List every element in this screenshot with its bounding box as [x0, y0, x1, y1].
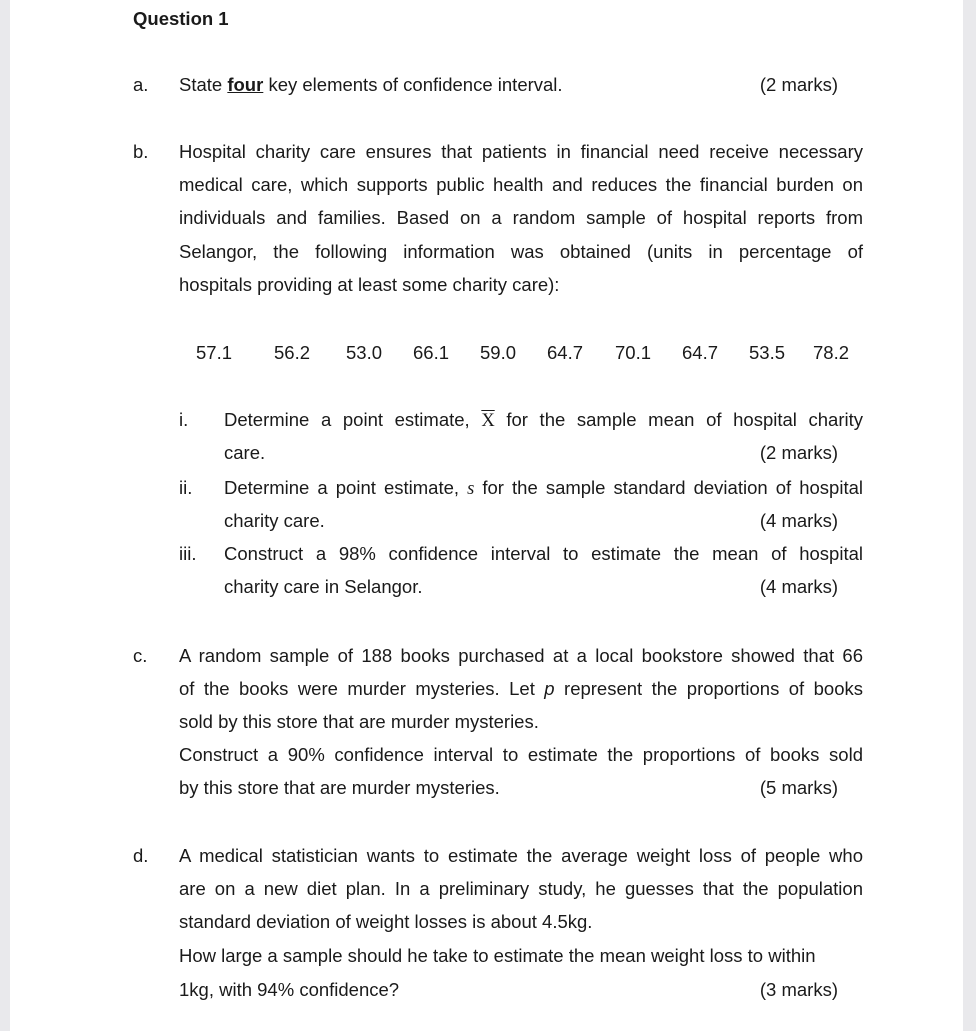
- part-c-line4: Construct a 90% confidence interval to estimate the proportions of books sold: [179, 744, 863, 765]
- sub-iii-label: iii.: [179, 543, 197, 564]
- data-value: 57.1: [196, 342, 233, 363]
- part-b-line: Selangor, the following information was obtained (units in percentage of: [179, 241, 863, 262]
- part-b-line: hospitals providing at least some charity care):: [179, 274, 560, 295]
- sub-ii-text-post: for the sample standard deviation of hospital: [474, 477, 863, 498]
- part-d-line4: How large a sample should he take to estimate the mean weight loss to within: [179, 945, 816, 966]
- part-b-line: individuals and families. Based on a random sample of hospital reports from: [179, 207, 863, 228]
- part-b-line: medical care, which supports public health and reduces the financial burden on: [179, 174, 863, 195]
- sub-i-text-pre: Determine a point estimate,: [224, 409, 482, 430]
- data-value: 78.2: [813, 342, 850, 363]
- part-c-text-pre: of the books were murder mysteries. Let: [179, 678, 545, 699]
- question-title: Question 1: [133, 8, 229, 29]
- part-d-line1: A medical statistician wants to estimate the average weight loss of people who: [179, 845, 863, 866]
- sub-ii-text-pre: Determine a point estimate,: [224, 477, 468, 498]
- data-value: 66.1: [413, 342, 450, 363]
- data-value: 53.5: [749, 342, 786, 363]
- part-c-marks: (5 marks): [759, 777, 838, 798]
- part-d-marks: (3 marks): [759, 979, 838, 1000]
- part-a-label: a.: [133, 74, 149, 95]
- part-d-label: d.: [133, 845, 149, 866]
- part-a-text-pre: State: [179, 74, 228, 95]
- data-value: 64.7: [547, 342, 584, 363]
- sub-ii-line2: charity care.: [224, 510, 325, 531]
- sub-i-marks: (2 marks): [759, 442, 838, 463]
- x-bar-symbol: $\overline{X}$: [481, 411, 495, 431]
- data-value: 56.2: [274, 342, 311, 363]
- sub-i-text-post: for the sample mean of hospital charity: [494, 409, 864, 430]
- part-c-text-post: represent the proportions of books: [554, 678, 864, 699]
- p-symbol: p: [544, 678, 555, 699]
- part-b-label: b.: [133, 141, 149, 162]
- part-d-line2: are on a new diet plan. In a preliminary study, he guesses that the population: [179, 878, 863, 899]
- sub-ii-line1: [224, 477, 863, 500]
- sub-i-line1: [224, 409, 863, 432]
- sub-i-label: i.: [179, 409, 189, 430]
- part-c-line1: A random sample of 188 books purchased at a local bookstore showed that 66: [179, 645, 863, 666]
- data-value: 53.0: [346, 342, 383, 363]
- part-c-line5: by this store that are murder mysteries.: [179, 777, 500, 798]
- sub-ii-marks: (4 marks): [759, 510, 838, 531]
- part-d-line5: 1kg, with 94% confidence?: [179, 979, 400, 1000]
- part-a-text-post: key elements of confidence interval.: [263, 74, 563, 95]
- sub-iii-marks: (4 marks): [759, 576, 838, 597]
- sub-iii-line1: Construct a 98% confidence interval to estimate the mean of hospital: [224, 543, 863, 564]
- sub-iii-line2: charity care in Selangor.: [224, 576, 423, 597]
- sub-i-line2: care.: [224, 442, 266, 463]
- s-symbol: s: [467, 479, 475, 499]
- data-value: 59.0: [480, 342, 517, 363]
- part-c-line3: sold by this store that are murder mysteries.: [179, 711, 539, 732]
- part-b-line: Hospital charity care ensures that patients in financial need receive necessary: [179, 141, 863, 162]
- part-a-marks: (2 marks): [759, 74, 838, 95]
- part-c-label: c.: [133, 645, 148, 666]
- sub-ii-label: ii.: [179, 477, 193, 498]
- question-page: [10, 0, 963, 1031]
- part-c-line2: [179, 678, 863, 700]
- data-value: 70.1: [615, 342, 652, 363]
- part-d-line3: standard deviation of weight losses is about 4.5kg.: [179, 911, 593, 932]
- data-value: 64.7: [682, 342, 719, 363]
- part-a-text: [179, 74, 563, 96]
- part-a-emphasis: four: [227, 74, 264, 95]
